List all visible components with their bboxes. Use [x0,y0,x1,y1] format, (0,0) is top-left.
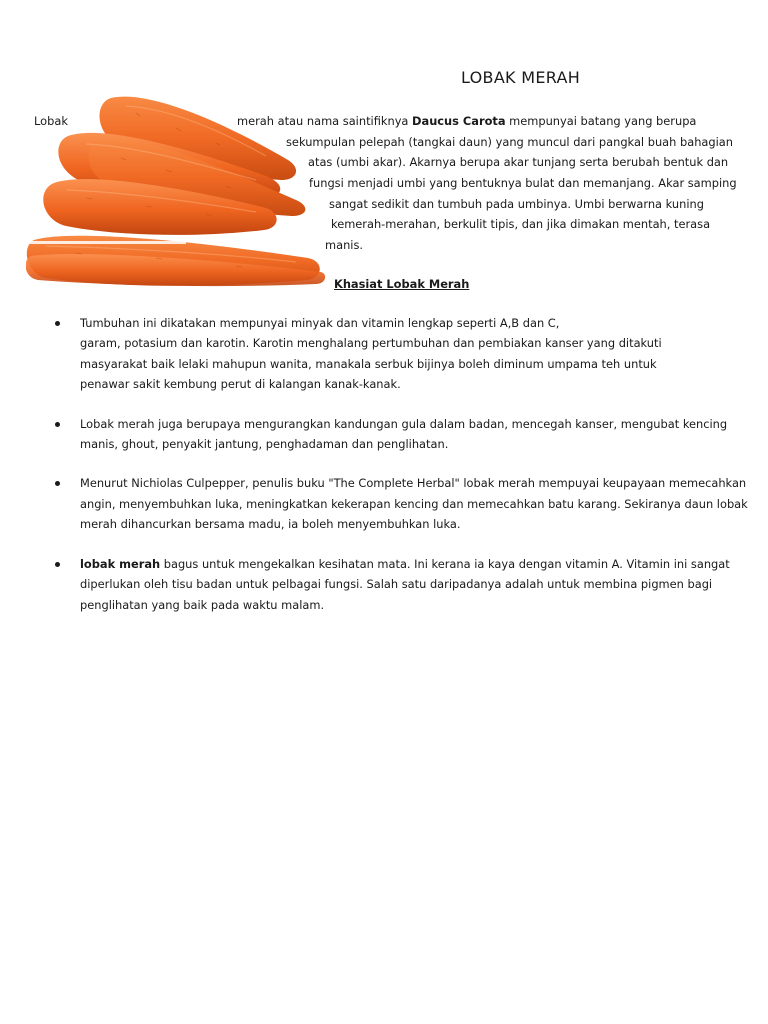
intro-line-7: manis. [325,238,364,252]
bullet-3-line-3: merah dihancurkan bersama madu, ia boleh menyembuhkan luka. [80,517,461,531]
section-heading: Khasiat Lobak Merah [334,277,470,291]
bullet-3-line-1: Menurut Nichiolas Culpepper, penulis buku "The Complete Herbal" lobak merah mempuyai keupayaan memecahkan [80,476,747,490]
intro-text: mempunyai batang yang berupa [509,114,697,128]
bullet-4-line-1 [80,557,730,571]
bullet-1-line-1: Tumbuhan ini dikatakan mempunyai minyak dan vitamin lengkap seperti A,B dan C, [80,316,560,330]
bullet-4-text: bagus untuk mengekalkan kesihatan mata. Ini kerana ia kaya dengan vitamin A. Vitamin ini sangat [160,557,730,571]
page-title: LOBAK MERAH [461,68,581,87]
intro-line-4: fungsi menjadi umbi yang bentuknya bulat dan memanjang. Akar samping [309,176,737,190]
bullet-4-line-2: diperlukan oleh tisu badan untuk pelbagai fungsi. Salah satu daripadanya adalah untuk membina pigmen bagi [80,577,713,591]
bullet-4-line-3: penglihatan yang baik pada waktu malam. [80,598,325,612]
bullet-1-line-4: penawar sakit kembung perut di kalangan kanak-kanak. [80,377,401,391]
bullet-1-line-3: masyarakat baik lelaki mahupun wanita, manakala serbuk bijinya boleh diminum umpama teh untuk [80,357,657,371]
intro-line-1 [34,114,68,128]
bullet-3-line-2: angin, menyembuhkan luka, meningkatkan kekerapan kencing dan memecahkan batu karang. Sekiranya daun lobak [80,497,748,511]
bullet-2-line-1: Lobak merah juga berupaya mengurangkan kandungan gula dalam badan, mencegah kanser, mengubat kencing [80,417,728,431]
intro-line-3: atas (umbi akar). Akarnya berupa akar tunjang serta berubah bentuk dan [308,155,729,169]
intro-word-lobak: Lobak [34,114,68,128]
bullet-2-line-2: manis, ghout, penyakit jantung, penghadaman dan penglihatan. [80,437,449,451]
intro-text: merah atau nama saintifiknya [237,114,409,128]
intro-line-5: sangat sedikit dan tumbuh pada umbinya. Umbi berwarna kuning [329,197,704,211]
bullet-marker [55,476,67,486]
scientific-name: Daucus Carota [412,114,506,128]
intro-line-6: kemerah-merahan, berkulit tipis, dan jika dimakan mentah, terasa [331,217,711,231]
bold-lead-text: lobak merah [80,557,161,571]
bullet-1-line-2: garam, potasium dan karotin. Karotin menghalang pertumbuhan dan pembiakan kanser yang ditakuti [80,336,662,350]
bullet-marker [55,557,67,567]
intro-line-1-cont [237,114,696,128]
intro-line-2: sekumpulan pelepah (tangkai daun) yang muncul dari pangkal buah bahagian [286,135,733,149]
bullet-marker [55,417,67,427]
bullet-marker [55,316,67,326]
